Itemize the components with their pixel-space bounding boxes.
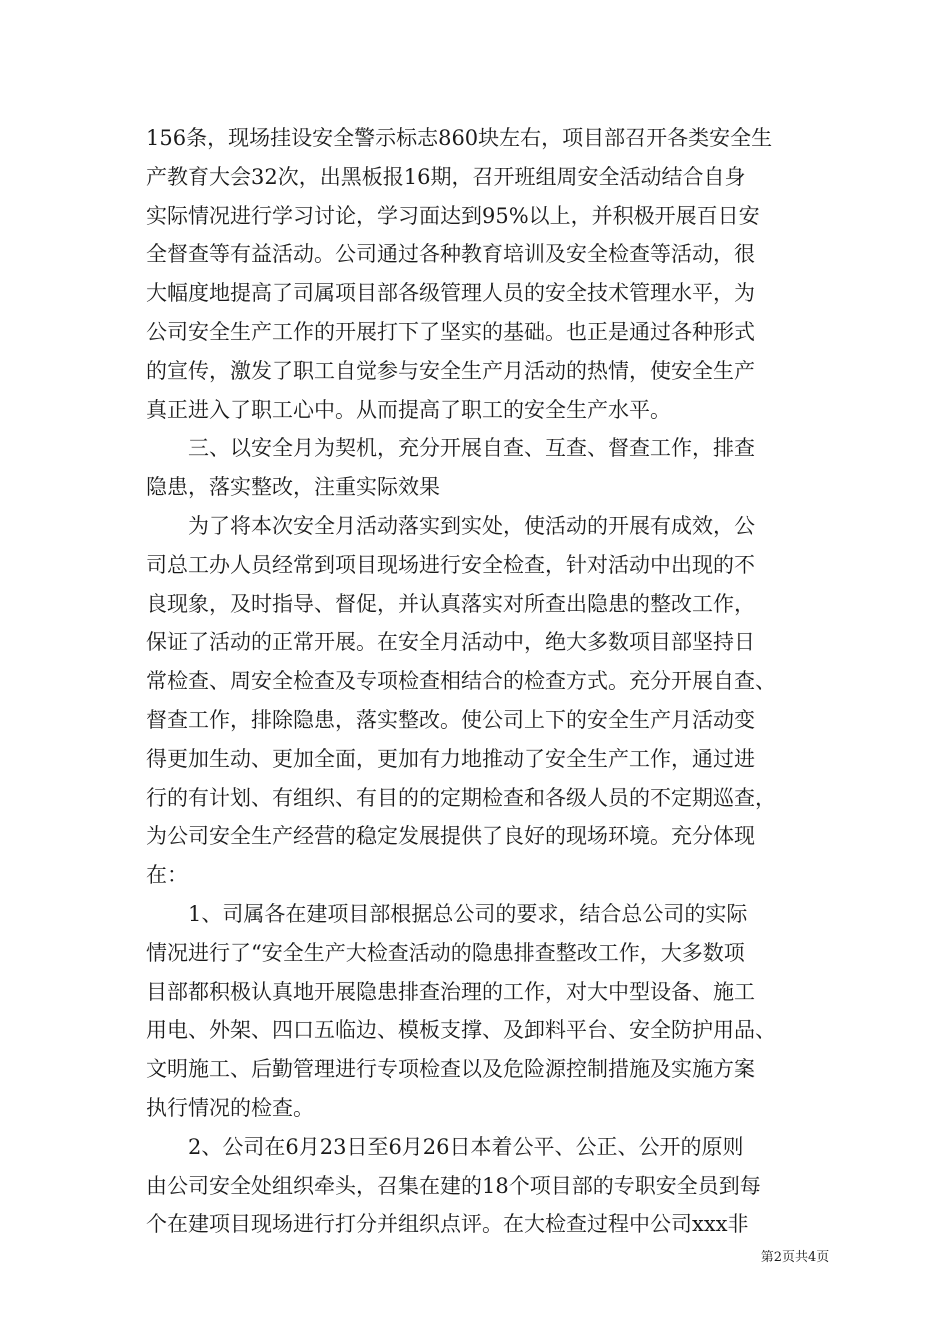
list-item-line: 目部都积极认真地开展隐患排查治理的工作，对大中型设备、施工 — [146, 979, 755, 1004]
text-line: 实际情况进行学习讨论，学习面达到95%以上，并积极开展百日安 — [146, 203, 760, 228]
section-heading-line: 隐患，落实整改，注重实际效果 — [146, 475, 440, 500]
text-line: 产教育大会32次，出黑板报16期，召开班组周安全活动结合自身 — [146, 164, 746, 189]
list-item-line: 由公司安全处组织牵头，召集在建的18个项目部的专职安全员到每 — [146, 1173, 761, 1198]
list-item-line: 1、司属各在建项目部根据总公司的要求，结合总公司的实际 — [146, 901, 748, 926]
page-number: 第2页共4页 — [760, 1250, 830, 1265]
section-heading-line: 三、以安全月为契机，充分开展自查、互查、督查工作，排查 — [146, 436, 755, 461]
text-line: 大幅度地提高了司属项目部各级管理人员的安全技术管理水平，为 — [146, 281, 755, 306]
text-line: 真正进入了职工心中。从而提高了职工的安全生产水平。 — [146, 397, 671, 422]
text-line: 在： — [146, 863, 188, 888]
text-line: 得更加生动、更加全面，更加有力地推动了安全生产工作，通过进 — [146, 746, 755, 771]
text-line: 公司安全生产工作的开展打下了坚实的基础。也正是通过各种形式 — [146, 319, 755, 344]
text-line: 行的有计划、有组织、有目的的定期检查和各级人员的不定期巡查， — [146, 785, 776, 810]
text-line: 司总工办人员经常到项目现场进行安全检查，针对活动中出现的不 — [146, 552, 755, 577]
text-line: 的宣传，激发了职工自觉参与安全生产月活动的热情，使安全生产 — [146, 358, 755, 383]
text-line: 督查工作，排除隐患，落实整改。使公司上下的安全生产月活动变 — [146, 707, 755, 732]
body-text — [146, 119, 808, 1244]
text-line: 为了将本次安全月活动落实到实处，使活动的开展有成效，公 — [146, 513, 755, 538]
text-line: 156条，现场挂设安全警示标志860块左右，项目部召开各类安全生 — [146, 126, 773, 150]
text-line: 保证了活动的正常开展。在安全月活动中，绝大多数项目部坚持日 — [146, 630, 755, 655]
text-line: 全督查等有益活动。公司通过各种教育培训及安全检查等活动，很 — [146, 242, 755, 267]
text-line: 常检查、周安全检查及专项检查相结合的检查方式。充分开展自查、 — [146, 669, 776, 694]
list-item-line: 个在建项目现场进行打分并组织点评。在大检查过程中公司xxx非 — [146, 1212, 749, 1237]
list-item-line: 用电、外架、四口五临边、模板支撑、及卸料平台、安全防护用品、 — [146, 1018, 776, 1043]
text-line: 为公司安全生产经营的稳定发展提供了良好的现场环境。充分体现 — [146, 824, 755, 849]
text-line: 良现象，及时指导、督促，并认真落实对所查出隐患的整改工作， — [146, 591, 755, 616]
list-item-line: 执行情况的检查。 — [146, 1095, 314, 1120]
list-item-line: 情况进行了“安全生产大检查活动的隐患排查整改工作，大多数项 — [146, 940, 745, 965]
list-item-line: 2、公司在6月23日至6月26日本着公平、公正、公开的原则 — [146, 1134, 744, 1159]
list-item-line: 文明施工、后勤管理进行专项检查以及危险源控制措施及实施方案 — [146, 1057, 755, 1082]
